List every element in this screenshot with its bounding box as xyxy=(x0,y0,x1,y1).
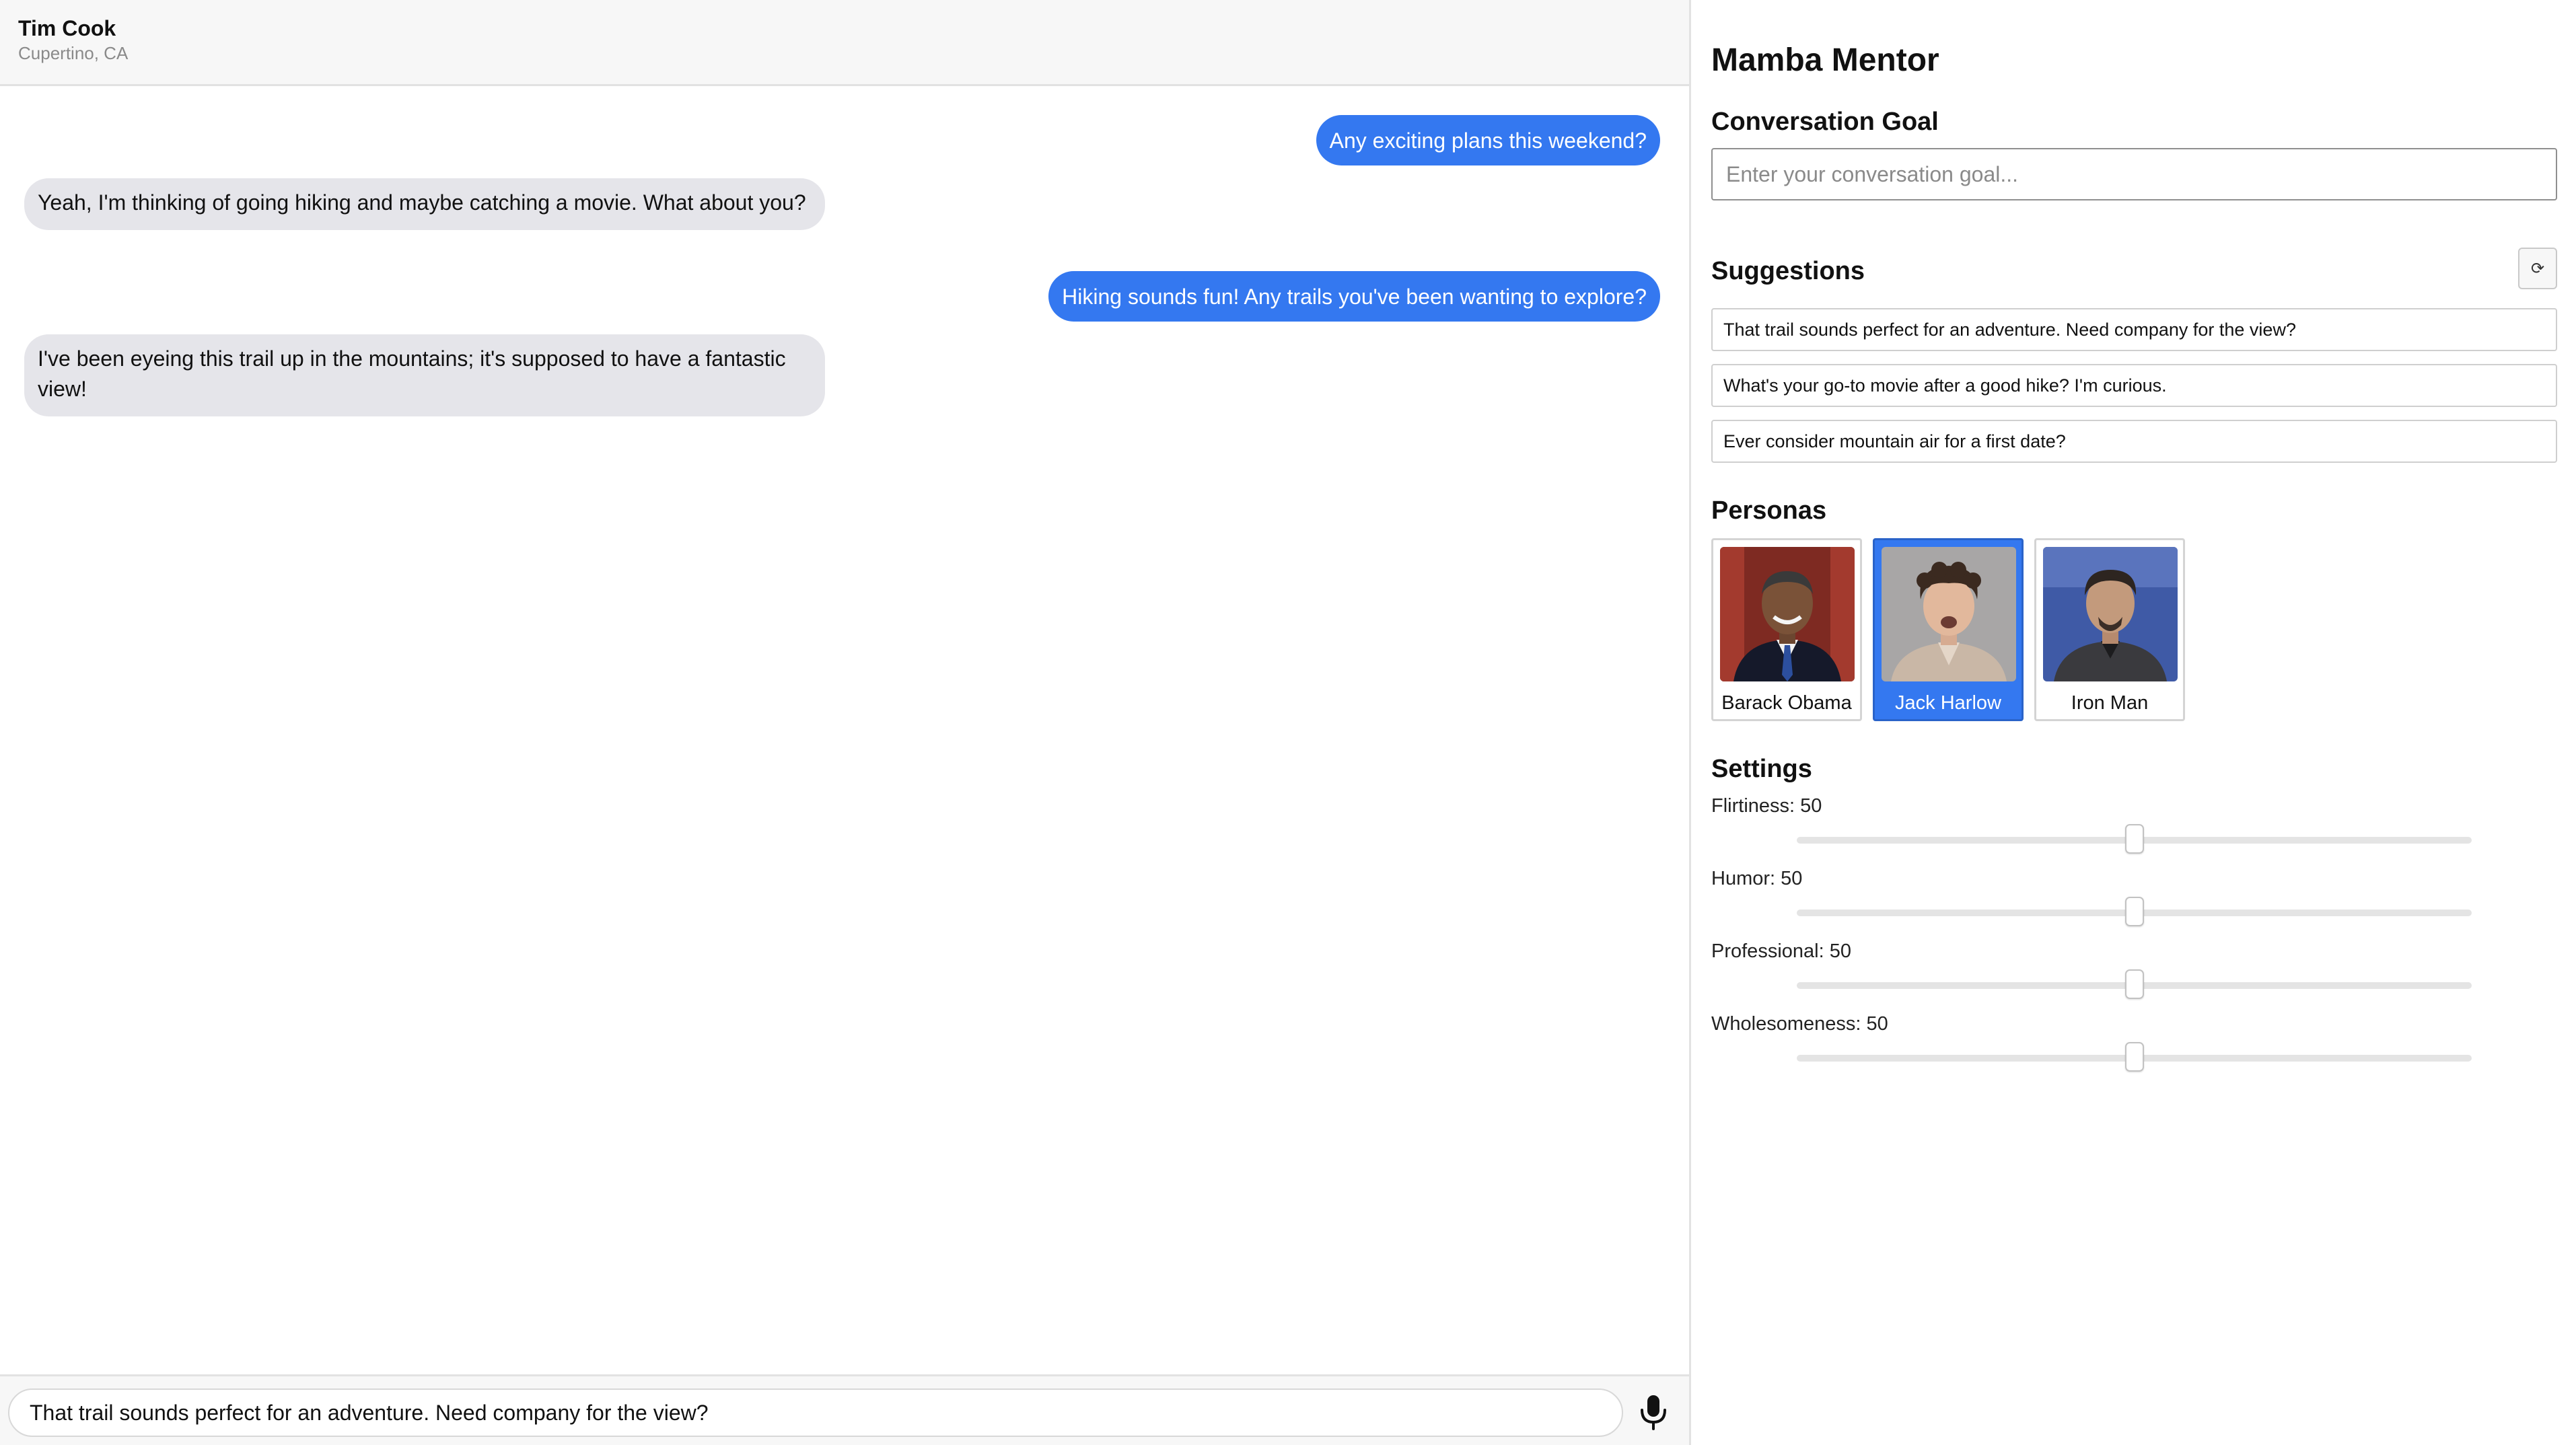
contact-name: Tim Cook xyxy=(18,16,116,40)
mentor-sidebar xyxy=(1691,0,2576,1445)
composer-bar xyxy=(0,1374,1689,1445)
persona-photo xyxy=(2043,547,2178,681)
persona-name: Barack Obama xyxy=(1721,692,1852,714)
suggestion-item[interactable]: Ever consider mountain air for a first date? xyxy=(1711,420,2557,463)
microphone-icon[interactable] xyxy=(1638,1394,1669,1432)
message-input[interactable] xyxy=(8,1388,1623,1437)
setting-label-humor: Humor: 50 xyxy=(1711,868,1803,889)
persona-photo xyxy=(1882,547,2016,681)
chat-header xyxy=(0,0,1689,86)
setting-label-flirtiness: Flirtiness: 50 xyxy=(1711,795,1822,817)
suggestions-heading: Suggestions xyxy=(1711,257,1865,285)
message-received: I've been eyeing this trail up in the mountains; it's supposed to have a fantastic view! xyxy=(24,334,825,416)
message-sent: Hiking sounds fun! Any trails you've been wanting to explore? xyxy=(1048,271,1660,322)
persona-card-iron-man[interactable] xyxy=(2034,538,2185,721)
setting-label-wholesomeness: Wholesomeness: 50 xyxy=(1711,1013,1888,1035)
goal-input[interactable] xyxy=(1711,148,2557,200)
slider-thumb[interactable] xyxy=(2125,969,2144,999)
suggestion-item[interactable]: That trail sounds perfect for an adventure. Need company for the view? xyxy=(1711,308,2557,351)
slider-professional[interactable] xyxy=(1797,969,2472,1002)
persona-card-jack-harlow[interactable] xyxy=(1873,538,2024,721)
persona-name: Jack Harlow xyxy=(1895,692,2001,714)
persona-name: Iron Man xyxy=(2071,692,2149,714)
goal-heading: Conversation Goal xyxy=(1711,108,1939,136)
app-title: Mamba Mentor xyxy=(1711,42,1939,78)
slider-humor[interactable] xyxy=(1797,897,2472,929)
personas-heading: Personas xyxy=(1711,496,1827,525)
suggestion-item[interactable]: What's your go-to movie after a good hike? I'm curious. xyxy=(1711,364,2557,407)
persona-card-barack-obama[interactable] xyxy=(1711,538,1862,721)
message-sent: Any exciting plans this weekend? xyxy=(1316,115,1660,165)
slider-thumb[interactable] xyxy=(2125,824,2144,854)
slider-thumb[interactable] xyxy=(2125,897,2144,926)
slider-thumb[interactable] xyxy=(2125,1042,2144,1072)
contact-location: Cupertino, CA xyxy=(18,43,129,63)
persona-photo xyxy=(1720,547,1855,681)
refresh-icon: ⟳ xyxy=(2530,259,2545,278)
slider-flirtiness[interactable] xyxy=(1797,824,2472,856)
setting-label-professional: Professional: 50 xyxy=(1711,940,1851,962)
message-list xyxy=(0,86,1689,1374)
settings-heading: Settings xyxy=(1711,755,1812,783)
refresh-suggestions-button[interactable] xyxy=(2518,248,2557,289)
message-received: Yeah, I'm thinking of going hiking and maybe catching a movie. What about you? xyxy=(24,178,825,230)
slider-wholesomeness[interactable] xyxy=(1797,1042,2472,1074)
